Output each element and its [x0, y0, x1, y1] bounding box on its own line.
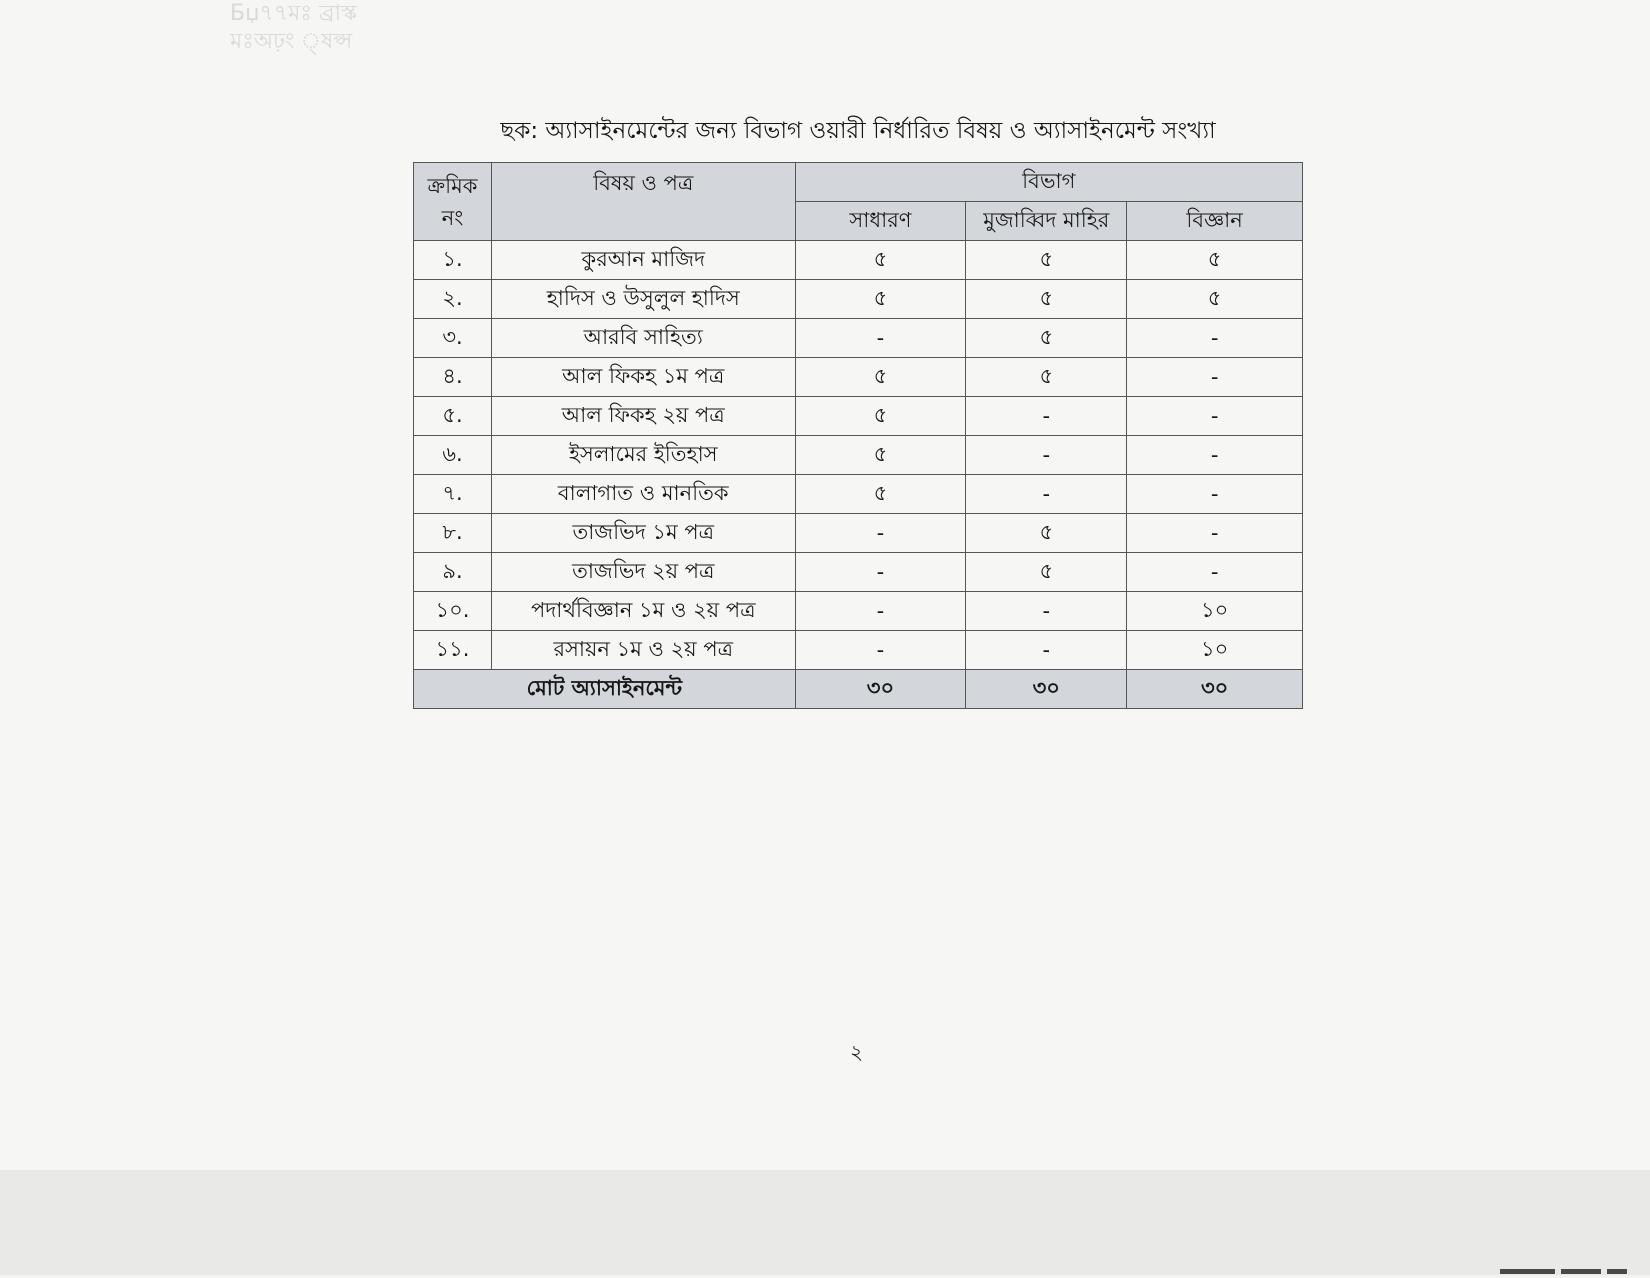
general-cell: ৫: [795, 436, 966, 475]
scanner-bottom-strip: [0, 1170, 1650, 1275]
subject-cell: বালাগাত ও মানতিক: [491, 475, 795, 514]
general-cell: -: [795, 319, 966, 358]
serial-cell: ৭.: [414, 475, 492, 514]
mujabbid-cell: -: [966, 631, 1127, 670]
general-cell: ৫: [795, 397, 966, 436]
science-cell: -: [1127, 397, 1303, 436]
general-cell: -: [795, 553, 966, 592]
mujabbid-cell: -: [966, 397, 1127, 436]
serial-cell: ৩.: [414, 319, 492, 358]
subject-cell: তাজভিদ ২য় পত্র: [491, 553, 795, 592]
mujabbid-cell: ৫: [966, 280, 1127, 319]
science-cell: ১০: [1127, 631, 1303, 670]
table-row: [414, 358, 1303, 397]
table-row: [414, 631, 1303, 670]
table-row: [414, 475, 1303, 514]
mujabbid-cell: ৫: [966, 241, 1127, 280]
serial-header-line1: ক্রমিক: [427, 173, 478, 198]
document-title: ছক: অ্যাসাইনমেন্টের জন্য বিভাগ ওয়ারী নির্ধারিত বিষয় ও অ্যাসাইনমেন্ট সংখ্যা: [500, 118, 1216, 144]
general-cell: -: [795, 514, 966, 553]
science-cell: -: [1127, 358, 1303, 397]
science-cell: ৫: [1127, 241, 1303, 280]
serial-cell: ১.: [414, 241, 492, 280]
serial-header: [414, 163, 492, 241]
subject-cell: আল ফিকহ ১ম পত্র: [491, 358, 795, 397]
table-row: [414, 241, 1303, 280]
table-row: [414, 280, 1303, 319]
scan-edge-marks: [1500, 1259, 1650, 1265]
general-cell: ৫: [795, 475, 966, 514]
science-cell: -: [1127, 475, 1303, 514]
subject-cell: আরবি সাহিত্য: [491, 319, 795, 358]
mujabbid-cell: ৫: [966, 358, 1127, 397]
serial-header-line2: নং: [441, 205, 464, 230]
header-row-1: [414, 163, 1303, 202]
table-row: [414, 319, 1303, 358]
table-row: [414, 397, 1303, 436]
serial-cell: ২.: [414, 280, 492, 319]
serial-cell: ১১.: [414, 631, 492, 670]
page-number: ২: [850, 1040, 864, 1064]
science-cell: ১০: [1127, 592, 1303, 631]
assignment-table: [413, 162, 1303, 709]
science-header: বিজ্ঞান: [1127, 202, 1303, 241]
mujabbid-header: মুজাব্বিদ মাহির: [966, 202, 1127, 241]
general-cell: -: [795, 631, 966, 670]
total-mujabbid: ৩০: [966, 670, 1127, 709]
show-through-text: Бџ৭৭মঃ ব্রাস্ক মঃঅঢ়ং ্ষপ্স: [230, 1, 357, 54]
subject-header: বিষয় ও পত্র: [491, 163, 795, 241]
subject-cell: কুরআন মাজিদ: [491, 241, 795, 280]
serial-cell: ৪.: [414, 358, 492, 397]
science-cell: -: [1127, 436, 1303, 475]
mujabbid-cell: -: [966, 592, 1127, 631]
table-row: [414, 436, 1303, 475]
general-header: সাধারণ: [795, 202, 966, 241]
serial-cell: ১০.: [414, 592, 492, 631]
total-science: ৩০: [1127, 670, 1303, 709]
table-row: [414, 553, 1303, 592]
mujabbid-cell: -: [966, 436, 1127, 475]
science-cell: -: [1127, 514, 1303, 553]
table-row: [414, 514, 1303, 553]
serial-cell: ৮.: [414, 514, 492, 553]
general-cell: ৫: [795, 241, 966, 280]
serial-cell: ৫.: [414, 397, 492, 436]
subject-cell: ইসলামের ইতিহাস: [491, 436, 795, 475]
mujabbid-cell: ৫: [966, 514, 1127, 553]
subject-cell: হাদিস ও উসুলুল হাদিস: [491, 280, 795, 319]
general-cell: -: [795, 592, 966, 631]
serial-cell: ৯.: [414, 553, 492, 592]
subject-cell: আল ফিকহ ২য় পত্র: [491, 397, 795, 436]
science-cell: ৫: [1127, 280, 1303, 319]
general-cell: ৫: [795, 358, 966, 397]
table-body: [414, 241, 1303, 670]
subject-cell: পদার্থবিজ্ঞান ১ম ও ২য় পত্র: [491, 592, 795, 631]
science-cell: -: [1127, 319, 1303, 358]
mujabbid-cell: ৫: [966, 319, 1127, 358]
mujabbid-cell: -: [966, 475, 1127, 514]
subject-cell: তাজভিদ ১ম পত্র: [491, 514, 795, 553]
mujabbid-cell: ৫: [966, 553, 1127, 592]
serial-cell: ৬.: [414, 436, 492, 475]
total-label: মোট অ্যাসাইনমেন্ট: [414, 670, 796, 709]
science-cell: -: [1127, 553, 1303, 592]
general-cell: ৫: [795, 280, 966, 319]
subject-cell: রসায়ন ১ম ও ২য় পত্র: [491, 631, 795, 670]
total-general: ৩০: [795, 670, 966, 709]
table-row: [414, 592, 1303, 631]
department-header: বিভাগ: [795, 163, 1302, 202]
total-row: [414, 670, 1303, 709]
